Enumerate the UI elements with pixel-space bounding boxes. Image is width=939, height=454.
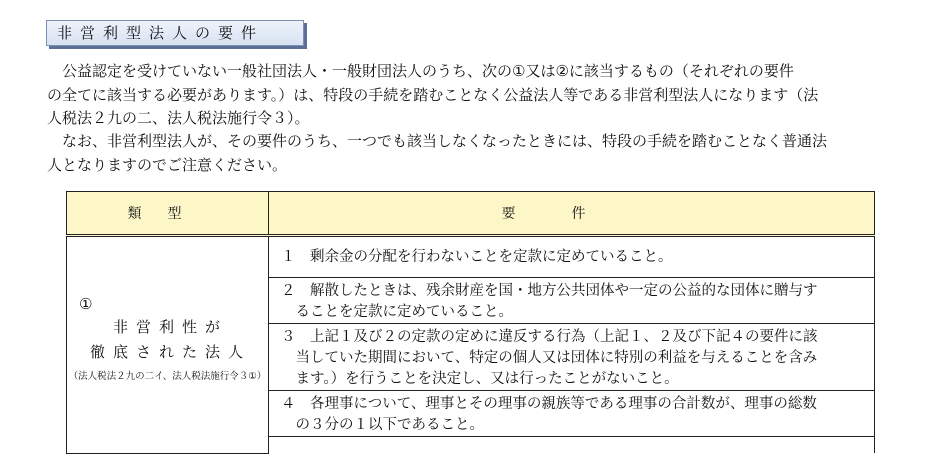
requirement-text: ４ 各理事について、理事とその理事の親族等である理事の合計数が、理事の総数: [281, 396, 817, 412]
requirement-4: [269, 391, 875, 437]
requirement-text: ３ 上記１及び２の定款の定めに違反する行為（上記１、２及び下記４の要件に該: [281, 329, 818, 345]
header-requirements: 要件: [269, 192, 875, 236]
requirement-1: [269, 236, 875, 278]
category-number: ①: [79, 294, 93, 313]
category-name-line2: 徹底された法人: [89, 342, 251, 361]
partial-cell: [269, 437, 875, 454]
intro-paragraph: [47, 60, 909, 131]
requirement-text: ることを定款に定めていること。: [281, 304, 513, 320]
requirement-text: ます。）を行うことを決定し、又は行ったことがないこと。: [281, 371, 679, 387]
note-line: 人となりますのでご注意ください。: [47, 155, 288, 174]
requirement-2: [269, 278, 875, 324]
heading-text: 非営利型法人の要件: [57, 24, 265, 42]
intro-line: 公益認定を受けていない一般社団法人・一般財団法人のうち、次の①又は②に該当するもの（それぞれの要件: [47, 62, 794, 80]
intro-line: 人税法２九の二、法人税法施行令３）。: [47, 109, 310, 127]
requirement-text: 当していた期間において、特定の個人又は団体に特別の利益を与えることを含み: [281, 350, 818, 366]
table-row: [67, 236, 875, 278]
category-cell: [67, 236, 269, 454]
section-heading: [46, 20, 304, 46]
table-header-row: [67, 192, 875, 236]
category-reference: （法人税法２九の二イ、法人税法施行令３①）: [68, 370, 267, 382]
category-name-line1: 非営利性が: [112, 317, 228, 336]
requirements-table: [66, 191, 875, 454]
note-paragraph: [47, 130, 909, 177]
requirement-text: の３分の１以下であること。: [281, 417, 484, 433]
requirement-3: [269, 324, 875, 391]
header-type: 類型: [67, 192, 269, 236]
requirement-text: １ 剰余金の分配を行わないことを定款に定めていること。: [281, 248, 673, 265]
requirement-text: ２ 解散したときは、残余財産を国・地方公共団体や一定の公益的な団体に贈与す: [281, 283, 818, 299]
note-line: なお、非営利型法人が、その要件のうち、一つでも該当しなくなったときには、特段の手続を踏むことなく普通法: [47, 132, 828, 150]
intro-line: の全てに該当する必要があります。）は、特段の手続を踏むことなく公益法人等である非営利型法人になります（法: [47, 85, 819, 104]
